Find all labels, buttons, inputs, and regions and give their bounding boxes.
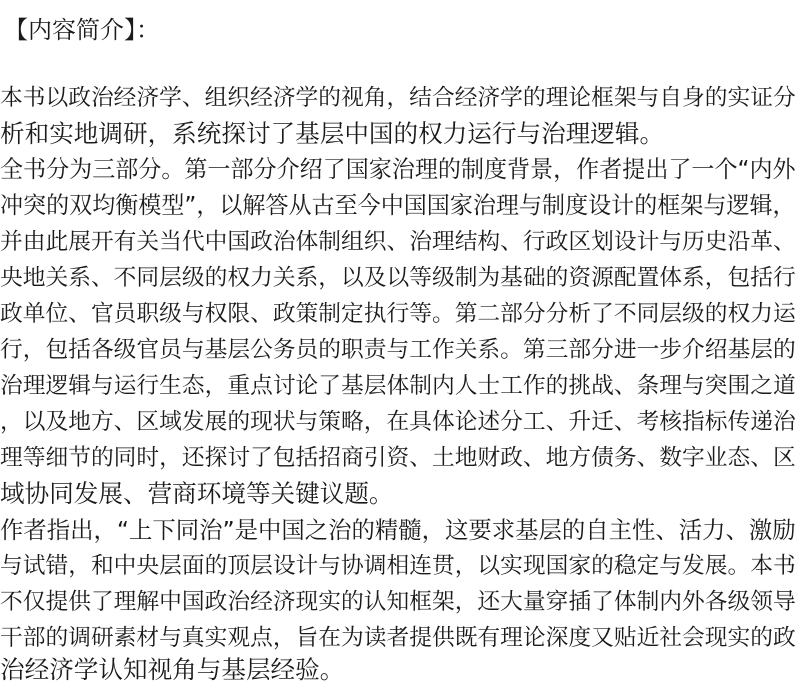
text-line: 本书以政治经济学、组织经济学的视角，结合经济学的理论框架与自身的实证分 xyxy=(0,85,796,111)
text-line: ，以及地方、区域发展的现状与策略，在具体论述分工、升迁、考核指标传递治 xyxy=(0,409,796,435)
text-line: 作者指出，“上下同治”是中国之治的精髓，这要求基层的自主性、活力、激励 xyxy=(0,516,796,544)
text-line: 析和实地调研，系统探讨了基层中国的权力运行与治理逻辑。 xyxy=(0,119,665,148)
text-line: 并由此展开有关当代中国政治体制组织、治理结构、行政区划设计与历史沿革、 xyxy=(0,229,796,255)
text-line: 理等细节的同时，还探讨了包括招商引资、土地财政、地方债务、数字业态、区 xyxy=(0,445,796,471)
text-line: 干部的调研素材与真实观点，旨在为读者提供既有理论深度又贴近社会现实的政 xyxy=(0,625,796,651)
text-line: 行，包括各级官员与基层公务员的职责与工作关系。第三部分进一步介绍基层的 xyxy=(0,337,796,363)
text-line: 冲突的双均衡模型”，以解答从古至今中国国家治理与制度设计的框架与逻辑， xyxy=(0,193,796,219)
text-line: 全书分为三部分。第一部分介绍了国家治理的制度背景，作者提出了一个“内外 xyxy=(0,157,796,183)
text-line: 不仅提供了理解中国政治经济现实的认知框架，还大量穿插了体制内外各级领导 xyxy=(0,589,796,615)
text-line: 政单位、官员职级与权限、政策制定执行等。第二部分分析了不同层级的权力运 xyxy=(0,301,796,327)
text-line: 央地关系、不同层级的权力关系，以及以等级制为基础的资源配置体系，包括行 xyxy=(0,265,796,291)
text-line: 域协同发展、营商环境等关键议题。 xyxy=(0,479,394,508)
text-line: 与试错，和中央层面的顶层设计与协调相连贯，以实现国家的稳定与发展。本书 xyxy=(0,553,796,579)
section-heading: 【内容简介】： xyxy=(4,16,160,44)
text-line: 治经济学认知视角与基层经验。 xyxy=(0,655,345,684)
text-line: 治理逻辑与运行生态，重点讨论了基层体制内人士工作的挑战、条理与突围之道 xyxy=(0,373,796,399)
